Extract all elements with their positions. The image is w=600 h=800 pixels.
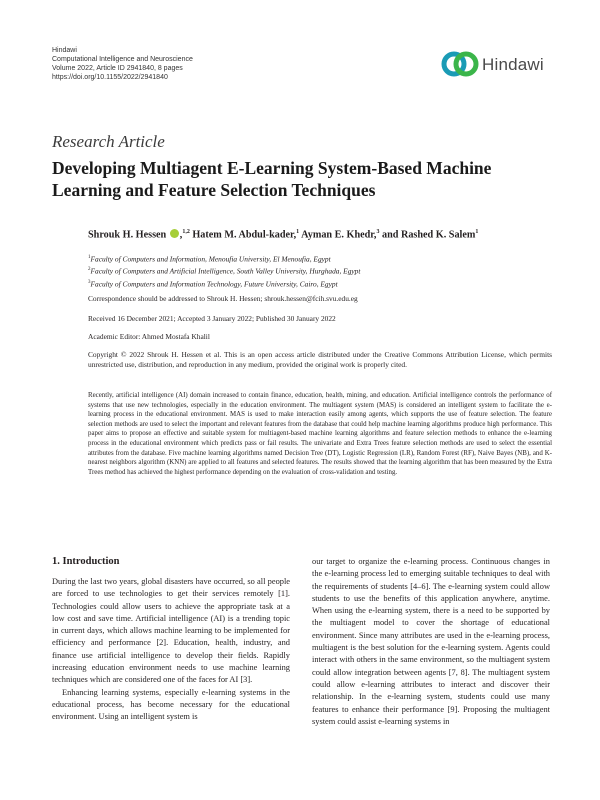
journal-info [52,46,193,82]
hindawi-logo-icon [440,44,480,84]
abstract: Recently, artificial intelligence (AI) domain increased to contain finance, education, health, mining, and education. Artificial intelligence controls the performance of systems that use new technologies, especially in the education environment. The multiagent system (MAS) is considered an intelligent system to facilitate the e-learning process in the educational environment. MAS is used to make interaction easily among agents, which supports the use of feature selection. The feature selection methods are used to select the important and relevant features from the database that could help machine learning algorithms produce high performance. This paper aims to propose an effective and suitable system for multiagent-based machine learning algorithms and feature selection methods to enhance the e-learning process in the educational environment which predicts pass or fail results. The univariate and Extra Trees feature selection methods are used to select the essential attributes from the database. Five machine learning algorithms named Decision Tree (DT), Logistic Regression (LR), Random Forest (RF), Naive Bayes (NB), and K-nearest neighbors algorithm (KNN) are applied to all features and selected features. The results showed that the learning algorithm that has been measured by the Extra Trees method has achieved the highest performance depending on the evaluation of cross-validation and testing. [88,392,552,476]
affiliation-item: $^2$Faculty of Computers and Artificial Intelligence, South Valley University, Hurghada, Egypt [88,266,361,276]
correspondence: Correspondence should be addressed to Shrouk H. Hessen; shrouk.hessen@fcih.svu.edu.eg [88,294,358,303]
author-affil-sup: 1,2 [182,229,190,235]
logo-text: Hindawi [482,55,544,74]
volume-info: Volume 2022, Article ID 2941840, 8 pages [52,65,183,72]
paragraph: Enhancing learning systems, especially e-learning systems in the educational process, has become necessary for the educational environment. Using an intelligent system is [52,687,290,722]
author-name[interactable]: Ayman E. Khedr, [301,229,377,241]
doi-link[interactable]: https://doi.org/10.1155/2022/2941840 [52,74,168,81]
paragraph: our target to organize the e-learning process. Continuous changes in the e-learning process led to emerging suitable techniques to deal with the requirements of students [4–6]. The e-learning system could allow students to use the benefits of this application anywhere, anytime. When using the e-learning system, there is a need to be supported by the multiagent model to cover the shortage of educational environment. Since many attributes are used in the e-learning process, multiagent is the best solution for the e-learning system. Agents could interact with others in the same environment, so the multiagent system could allow integration between agents [7, 8]. The multiagent system could allow e-learning attributes to interact and discover their relationship. In the e-learning system, students could use many features to enhance their performance [9]. Proposing the multiagent system could assist e-learning systems in [312,557,550,726]
author-sep: , [179,229,183,241]
body-column-right [312,556,550,728]
affiliation-item: $^1$Faculty of Computers and Information, Menoufia University, El Menoufia, Egypt [88,254,331,264]
publisher-name: Hindawi [52,47,77,54]
author-name[interactable]: and Rashed K. Salem [381,229,476,241]
author-affil-sup: 3 [376,229,380,235]
author-affil-sup: 1 [475,229,479,235]
author-list [88,229,478,240]
article-type: Research Article [52,132,165,151]
academic-editor: Academic Editor: Ahmed Mostafa Khalil [88,332,210,341]
author-affil-sup: 1 [296,229,300,235]
article-title: Developing Multiagent E-Learning System-Based Machine Learning and Feature Selection Techniques [52,158,492,200]
hindawi-logo[interactable] [440,44,552,86]
article-dates: Received 16 December 2021; Accepted 3 January 2022; Published 30 January 2022 [88,314,336,323]
author-name[interactable]: Shrouk H. Hessen [88,229,167,241]
body-column-left [52,576,290,724]
author-name[interactable]: Hatem M. Abdul-kader, [192,229,297,241]
section-heading: 1. Introduction [52,556,120,567]
affiliations [88,252,360,289]
paragraph: During the last two years, global disasters have occurred, so all people are forced to use technologies to get their services remotely [1]. Technologies could allow users to achieve the appropriate task at a low cost and save time. Artificial intelligence (AI) is a trending topic in current days, which allows machine learning to be implemented for efficiency and performance [2]. Education, health, industry, and finance use artificial intelligence to develop their fields. Rapidly increasing education environment needs to use machine learning techniques which are considered one of the faces for AI [3]. [52,577,290,685]
journal-name: Computational Intelligence and Neuroscience [52,56,193,63]
copyright-notice: Copyright © 2022 Shrouk H. Hessen et al. This is an open access article distributed under the Creative Commons Attribution License, which permits unrestricted use, distribution, and reproduction in any medium, provided the original work is properly cited. [88,350,552,369]
affiliation-item: $^3$Faculty of Computers and Information Technology, Future University, Cairo, Egypt [88,279,338,289]
orcid-icon[interactable] [170,229,179,238]
